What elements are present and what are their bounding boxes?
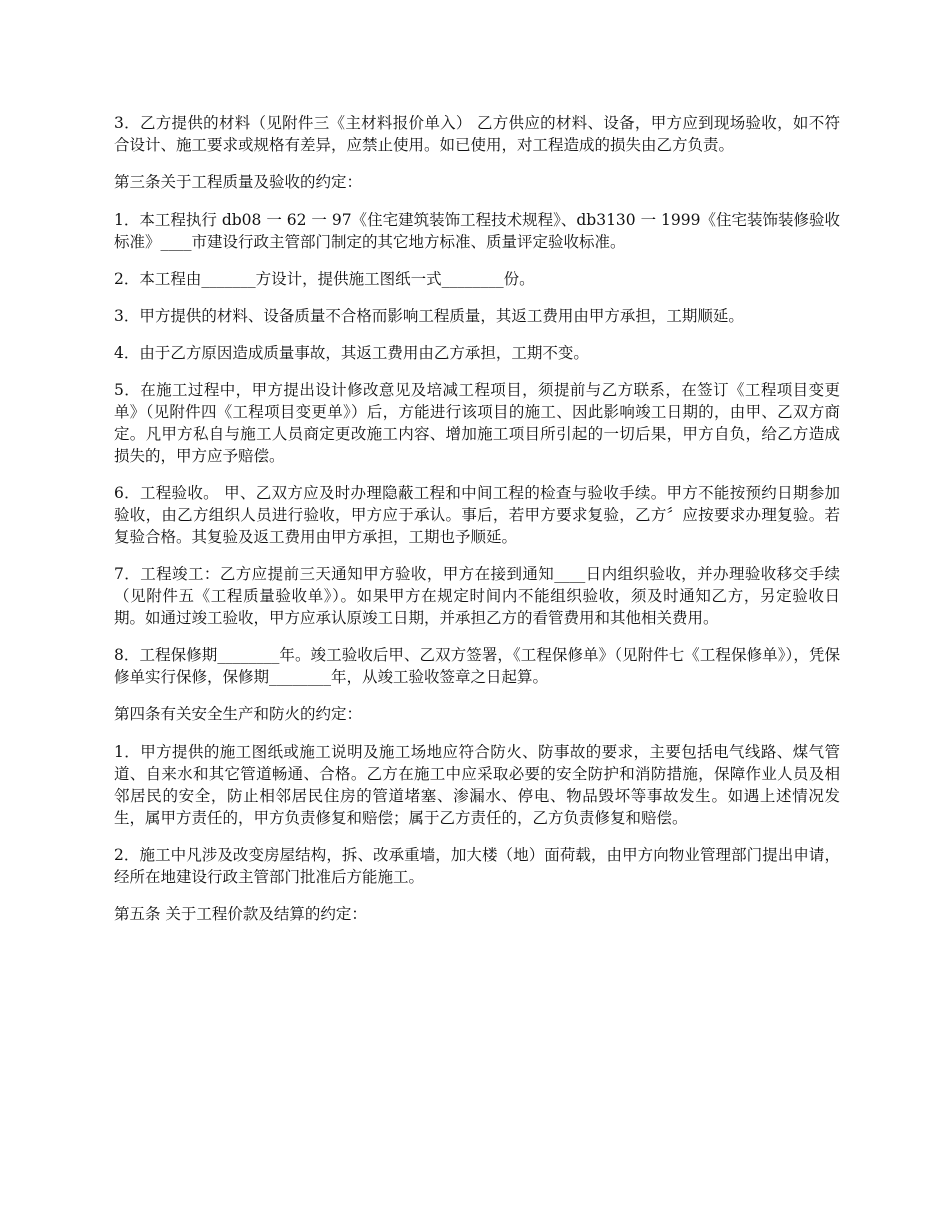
article-4-heading: 第四条有关安全生产和防火的约定： <box>114 705 363 723</box>
clause-7-completion: 7．工程竣工：乙方应提前三天通知甲方验收，甲方在接到通知____日内组织验收，并办理验收移交手续（见附件五《工程质量验收单》）。如果甲方在规定时间内不能组织验收，须及时通知乙方，另定验收日期。如通过竣工验收，甲方应承认原竣工日期，并承担乙方的看管费用和其他相关费用。 <box>114 565 840 627</box>
clause-8-warranty: 8．工程保修期________年。竣工验收后甲、乙双方签署，《工程保修单》（见附件七《工程保修单》），凭保修单实行保修，保修期________年，从竣工验收签章之日起算。 <box>114 646 840 686</box>
clause-4-quality-accident: 4．由于乙方原因造成质量事故，其返工费用由乙方承担，工期不变。 <box>114 344 589 362</box>
clause-6-acceptance: 6．工程验收。 甲、乙双方应及时办理隐蔽工程和中间工程的检查与验收手续。甲方不能按预约日期参加验收，由乙方组织人员进行验收，甲方应于承认。事后，若甲方要求复验，乙方〞应按要求办理复验。若复验合格。其复验及返工费用由甲方承担，工期也予顺延。 <box>114 484 840 546</box>
article-3-heading: 第三条关于工程质量及验收的约定： <box>114 173 363 191</box>
clause-1-fire-safety: 1．甲方提供的施工图纸或施工说明及施工场地应符合防火、防事故的要求，主要包括电气线路、煤气管道、自来水和其它管道畅通、合格。乙方在施工中应采取必要的安全防护和消防措施，保障作业人员及相邻居民的安全，防止相邻居民住房的管道堵塞、渗漏水、停电、物品毁坏等事故发生。如遇上述情况发生，属甲方责任的，甲方负责修复和赔偿；属于乙方责任的，乙方负责修复和赔偿。 <box>114 743 840 827</box>
clause-2-design: 2．本工程由_______方设计，提供施工图纸一式________份。 <box>114 270 535 288</box>
clause-2-structure-changes: 2．施工中凡涉及改变房屋结构，拆、改承重墙，加大楼（地）面荷载，由甲方向物业管理部门提出申请，经所在地建设行政主管部门批准后方能施工。 <box>114 846 840 886</box>
document-page <box>114 112 840 941</box>
clause-3-material-quality: 3．甲方提供的材料、设备质量不合格而影响工程质量，其返工费用由甲方承担，工期顺延。 <box>114 307 744 325</box>
clause-5-design-changes: 5．在施工过程中，甲方提出设计修改意见及培减工程项目，须提前与乙方联系，在签订《工程项目变更单》（见附件四《工程项目变更单》）后，方能进行该项目的施工、因此影响竣工日期的，由甲、乙双方商定。凡甲方私自与施工人员商定更改施工内容、增加施工项目所引起的一切后果，甲方自负，给乙方造成损失的，甲方应予赔偿。 <box>114 381 840 465</box>
clause-3-materials-by-party-b: 3．乙方提供的材料（见附件三《主材料报价单入） 乙方供应的材料、设备，甲方应到现场验收，如不符合设计、施工要求或规格有差异，应禁止使用。如已使用，对工程造成的损失由乙方负责。 <box>114 114 840 154</box>
article-5-heading: 第五条 关于工程价款及结算的约定： <box>114 905 367 923</box>
clause-1-standards: 1．本工程执行 db08 一 62 一 97《住宅建筑装饰工程技术规程》、db3130 一 1999《住宅装饰装修验收标准》____市建设行政主管部门制定的其它地方标准、质量评定验收标准。 <box>114 211 840 251</box>
